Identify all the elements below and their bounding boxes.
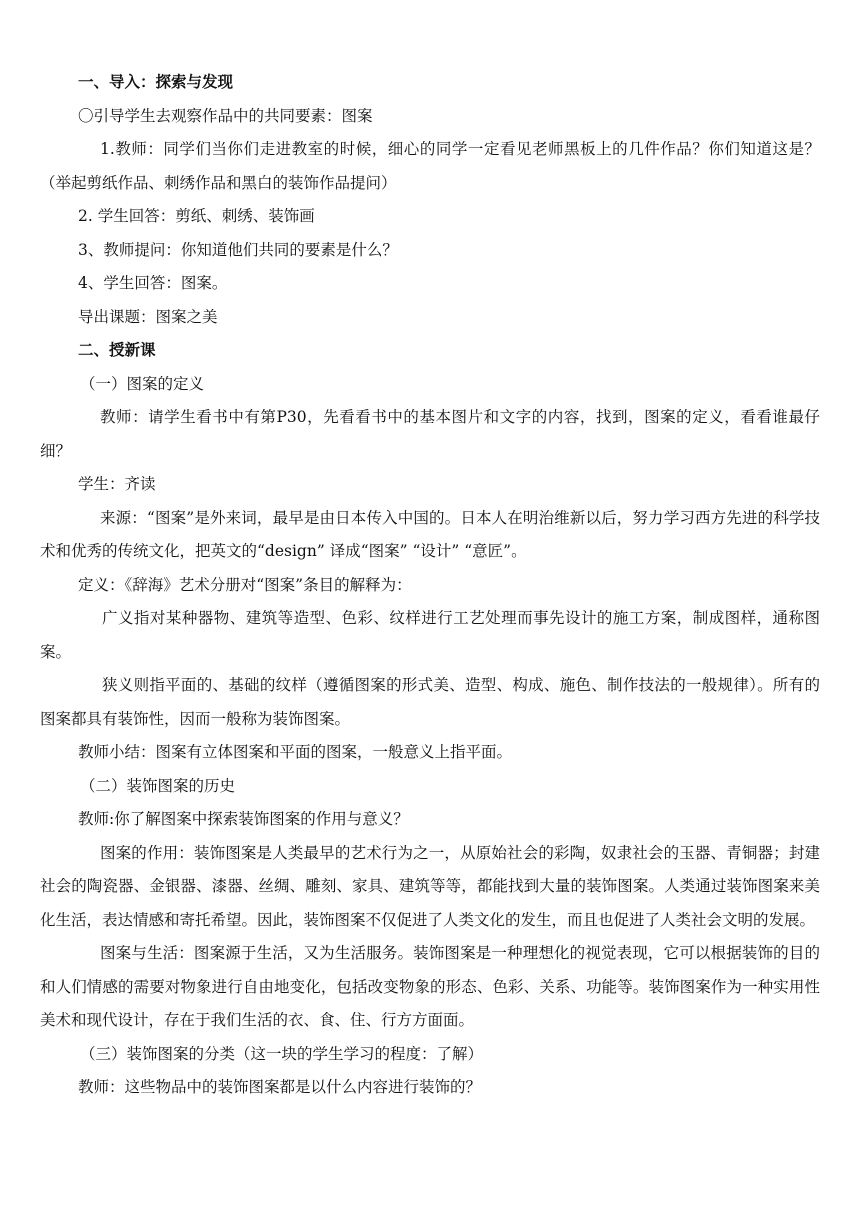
student-answer-2: 2. 学生回答：剪纸、刺绣、装饰画 [78, 207, 315, 225]
teacher-question-3: 3、教师提问：你知道他们共同的要素是什么？ [78, 240, 398, 259]
teacher-question-1: 1.教师：同学们当你们走进教室的时候，细心的同学一定看见老师黑板上的几件作品？你们知道这是？（举起剪纸作品、刺绣作品和黑白的装饰作品提问） [40, 140, 820, 192]
heading-intro: 一、导入：探索与发现 [78, 73, 234, 91]
teacher-summary: 教师小结：图案有立体图案和平面的图案，一般意义上指平面。 [78, 743, 513, 761]
pattern-function-paragraph: 图案的作用：装饰图案是人类最早的艺术行为之一，从原始社会的彩陶，奴隶社会的玉器、青铜器；封建社会的陶瓷器、金银器、漆器、丝绸、雕刻、家具、建筑等等，都能找到大量的装饰图案。人类通过装饰图案来美化生活，表达情感和寄托希望。因此，装饰图案不仅促进了人类文化的发生，而且也促进了人类社会文明的发展。 [40, 843, 820, 929]
heading-new-lesson: 二、授新课 [78, 341, 156, 359]
pattern-life-paragraph: 图案与生活：图案源于生活，又为生活服务。装饰图案是一种理想化的视觉表现，它可以根据装饰的目的和人们情感的需要对物象进行自由地变化，包括改变物象的形态、色彩、关系、功能等。装饰图案作为一种实用性美术和现代设计，存在于我们生活的衣、食、住、行方方面面。 [40, 944, 820, 1029]
teacher-question-history: 教师:你了解图案中探索装饰图案的作用与意义？ [78, 810, 409, 828]
broad-definition: 广义指对某种器物、建筑等造型、色彩、纹样进行工艺处理而事先设计的施工方案，制成图样，通称图案。 [40, 609, 820, 661]
student-answer-4: 4、学生回答：图案。 [78, 274, 228, 292]
subheading-history: （二）装饰图案的历史 [80, 776, 236, 795]
narrow-definition: 狭义则指平面的、基础的纹样（遵循图案的形式美、造型、构成、施色、制作技法的一般规律）。所有的图案都具有装饰性，因而一般称为装饰图案。 [40, 676, 820, 728]
teacher-question-classification: 教师：这些物品中的装饰图案都是以什么内容进行装饰的？ [78, 1078, 482, 1096]
subheading-definition: （一）图案的定义 [80, 374, 205, 393]
teacher-instruction: 教师：请学生看书中有第P30，先看看书中的基本图片和文字的内容，找到，图案的定义，看看谁最仔细？ [40, 408, 820, 460]
definition-line: 定义：《辞海》艺术分册对“图案”条目的解释为： [78, 575, 412, 594]
guide-line: 〇引导学生去观察作品中的共同要素：图案 [78, 106, 373, 125]
lesson-topic: 导出课题：图案之美 [78, 307, 218, 326]
student-read: 学生：齐读 [78, 475, 156, 493]
origin-paragraph: 来源：“图案”是外来词，最早是由日本传入中国的。日本人在明治维新以后，努力学习西方先进的科学技术和优秀的传统文化，把英文的“design” 译成“图案” “设计” “意匠”。 [40, 508, 820, 560]
subheading-classification: （三）装饰图案的分类（这一块的学生学习的程度：了解） [80, 1044, 484, 1063]
